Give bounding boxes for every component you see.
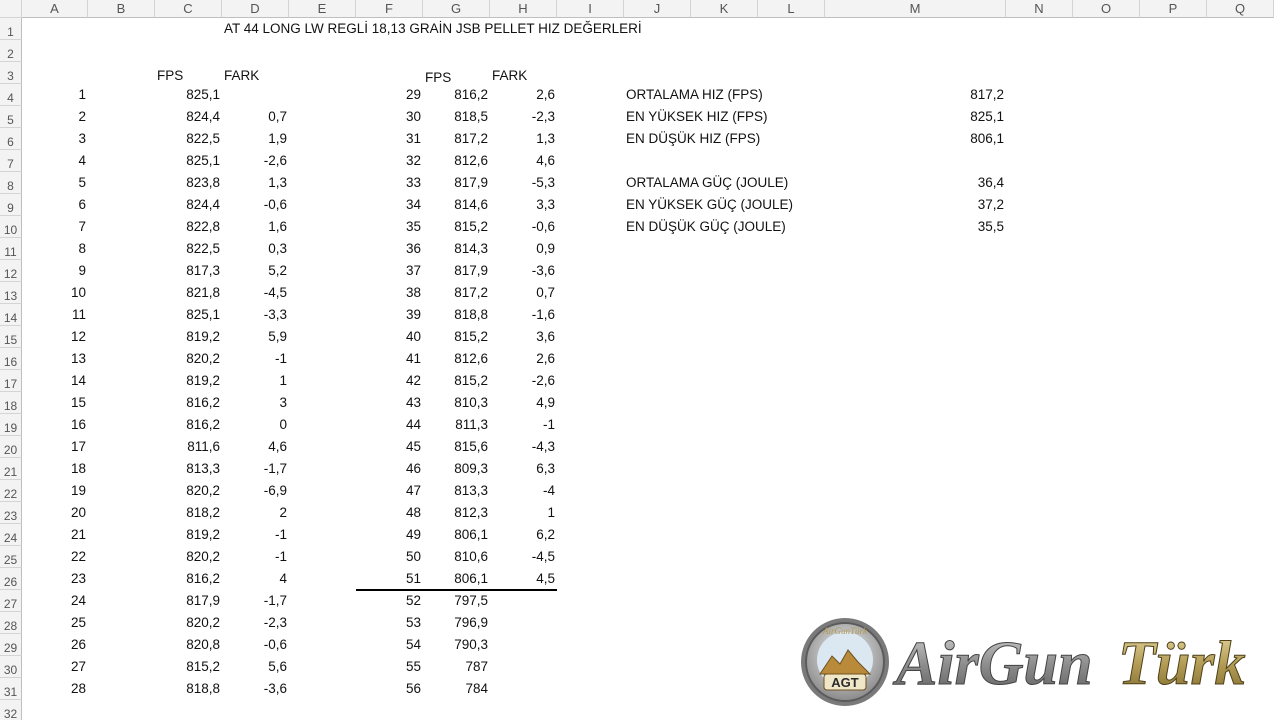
shot-number[interactable]: 36: [405, 241, 421, 256]
shot-number[interactable]: 13: [70, 351, 86, 366]
shot-number[interactable]: 39: [405, 307, 421, 322]
fps-value[interactable]: 790,3: [454, 637, 488, 652]
fark-value[interactable]: -0,6: [263, 637, 287, 652]
wordmark-airgun: AirGun: [896, 630, 1093, 698]
fps-value[interactable]: 820,2: [186, 615, 220, 630]
fps-value[interactable]: 816,2: [186, 417, 220, 432]
stat-label[interactable]: EN DÜŞÜK HIZ (FPS): [626, 131, 761, 146]
fps-value[interactable]: 815,2: [454, 373, 488, 388]
stat-label[interactable]: EN YÜKSEK HIZ (FPS): [626, 109, 768, 124]
badge-arc-text: AirGunTürk: [822, 626, 868, 636]
fark-value[interactable]: 4,6: [268, 439, 287, 454]
fps-value[interactable]: 814,6: [454, 197, 488, 212]
fps-value[interactable]: 819,2: [186, 527, 220, 542]
column-header-j[interactable]: J: [624, 0, 691, 18]
shot-number[interactable]: 48: [405, 505, 421, 520]
sheet-title[interactable]: AT 44 LONG LW REGLİ 18,13 GRAİN JSB PELLET HIZ DEĞERLERİ: [224, 21, 642, 36]
fark-value[interactable]: -0,6: [263, 197, 287, 212]
fps-value[interactable]: 811,3: [455, 417, 488, 432]
shot-number[interactable]: 11: [71, 307, 86, 322]
stat-label[interactable]: EN YÜKSEK GÜÇ (JOULE): [626, 197, 794, 212]
column-header-f[interactable]: F: [356, 0, 423, 18]
row-header-21[interactable]: 21: [0, 458, 22, 480]
header-fark-left[interactable]: FARK: [224, 68, 260, 83]
shot-number[interactable]: 9: [78, 263, 86, 278]
row-header-7[interactable]: 7: [0, 150, 22, 172]
fps-value[interactable]: 796,9: [454, 615, 488, 630]
shot-number[interactable]: 42: [405, 373, 421, 388]
fark-value[interactable]: -1,7: [263, 593, 287, 608]
row-header-19[interactable]: 19: [0, 414, 22, 436]
fps-value[interactable]: 819,2: [186, 373, 220, 388]
shot-number[interactable]: 55: [405, 659, 421, 674]
shot-number[interactable]: 5: [78, 175, 86, 190]
fark-value[interactable]: -2,6: [263, 153, 287, 168]
row-header-17[interactable]: 17: [0, 370, 22, 392]
fps-value[interactable]: 820,8: [186, 637, 220, 652]
shot-number[interactable]: 38: [405, 285, 421, 300]
row-header-15[interactable]: 15: [0, 326, 22, 348]
header-fps-right[interactable]: FPS: [425, 70, 452, 85]
shot-number[interactable]: 31: [405, 131, 421, 146]
row-header-16[interactable]: 16: [0, 348, 22, 370]
fark-value[interactable]: 1: [279, 373, 287, 388]
fark-value[interactable]: -1: [274, 527, 287, 542]
header-fark-right[interactable]: FARK: [492, 68, 528, 83]
shot-number[interactable]: 34: [405, 197, 421, 212]
fark-value[interactable]: -5,3: [531, 175, 555, 190]
fps-value[interactable]: 810,6: [454, 549, 488, 564]
column-header-m[interactable]: M: [825, 0, 1006, 18]
fps-value[interactable]: 825,1: [186, 307, 220, 322]
row-header-14[interactable]: 14: [0, 304, 22, 326]
fps-value[interactable]: 813,3: [186, 461, 220, 476]
fps-value[interactable]: 812,6: [454, 351, 488, 366]
shot-number[interactable]: 18: [70, 461, 86, 476]
fps-value[interactable]: 824,4: [186, 109, 220, 124]
header-fps-left[interactable]: FPS: [157, 68, 184, 83]
fark-value[interactable]: 4,6: [536, 153, 555, 168]
fps-value[interactable]: 820,2: [186, 549, 220, 564]
column-header-n[interactable]: N: [1006, 0, 1073, 18]
row-header-32[interactable]: 32: [0, 700, 22, 720]
fark-value[interactable]: 0,9: [536, 241, 555, 256]
column-header-c[interactable]: C: [155, 0, 222, 18]
fark-value[interactable]: -4,5: [263, 285, 287, 300]
fps-value[interactable]: 817,2: [454, 131, 488, 146]
fps-value[interactable]: 817,9: [454, 263, 488, 278]
fps-value[interactable]: 811,6: [187, 439, 220, 454]
shot-number[interactable]: 6: [78, 197, 86, 212]
shot-number[interactable]: 45: [405, 439, 421, 454]
fps-value[interactable]: 815,6: [454, 439, 488, 454]
fps-value[interactable]: 815,2: [186, 659, 220, 674]
row-header-27[interactable]: 27: [0, 590, 22, 612]
column-header-i[interactable]: I: [557, 0, 624, 18]
shot-number[interactable]: 49: [405, 527, 421, 542]
fps-value[interactable]: 787: [465, 659, 488, 674]
fark-value[interactable]: -1,6: [531, 307, 555, 322]
shot-number[interactable]: 54: [405, 637, 421, 652]
fark-value[interactable]: -6,9: [263, 483, 287, 498]
shot-number[interactable]: 52: [405, 593, 421, 608]
shot-number[interactable]: 4: [78, 153, 86, 168]
fps-value[interactable]: 812,6: [454, 153, 488, 168]
fps-value[interactable]: 818,5: [454, 109, 488, 124]
row-header-29[interactable]: 29: [0, 634, 22, 656]
shot-number[interactable]: 25: [70, 615, 86, 630]
shot-number[interactable]: 50: [405, 549, 421, 564]
column-header-d[interactable]: D: [222, 0, 289, 18]
shot-number[interactable]: 30: [405, 109, 421, 124]
row-header-28[interactable]: 28: [0, 612, 22, 634]
fps-value[interactable]: 815,2: [454, 219, 488, 234]
shot-number[interactable]: 47: [405, 483, 421, 498]
row-header-20[interactable]: 20: [0, 436, 22, 458]
column-header-o[interactable]: O: [1073, 0, 1140, 18]
shot-number[interactable]: 28: [70, 681, 86, 696]
shot-number[interactable]: 29: [405, 87, 421, 102]
column-header-a[interactable]: A: [22, 0, 88, 18]
row-header-18[interactable]: 18: [0, 392, 22, 414]
fark-value[interactable]: 3,3: [536, 197, 555, 212]
row-header-4[interactable]: 4: [0, 84, 22, 106]
shot-number[interactable]: 32: [405, 153, 421, 168]
fps-value[interactable]: 825,1: [186, 87, 220, 102]
fark-value[interactable]: 2: [279, 505, 287, 520]
shot-number[interactable]: 14: [70, 373, 86, 388]
row-header-8[interactable]: 8: [0, 172, 22, 194]
fark-value[interactable]: -4,3: [531, 439, 555, 454]
shot-number[interactable]: 3: [78, 131, 86, 146]
row-header-1[interactable]: 1: [0, 18, 22, 40]
fark-value[interactable]: 0: [279, 417, 287, 432]
shot-number[interactable]: 53: [405, 615, 421, 630]
fark-value[interactable]: -2,3: [263, 615, 287, 630]
fps-value[interactable]: 822,5: [186, 241, 220, 256]
shot-number[interactable]: 20: [70, 505, 86, 520]
shot-number[interactable]: 8: [78, 241, 86, 256]
fps-value[interactable]: 816,2: [186, 571, 220, 586]
fark-value[interactable]: 4,9: [536, 395, 555, 410]
shot-number[interactable]: 22: [70, 549, 86, 564]
row-header-31[interactable]: 31: [0, 678, 22, 700]
stat-value[interactable]: 825,1: [970, 109, 1004, 124]
fark-value[interactable]: 1: [547, 505, 555, 520]
shot-number[interactable]: 46: [405, 461, 421, 476]
fark-value[interactable]: 5,6: [268, 659, 287, 674]
shot-number[interactable]: 35: [405, 219, 421, 234]
shot-number[interactable]: 51: [405, 571, 421, 586]
fps-value[interactable]: 819,2: [186, 329, 220, 344]
fark-value[interactable]: 5,2: [268, 263, 287, 278]
shot-number[interactable]: 56: [405, 681, 421, 696]
fps-value[interactable]: 817,9: [186, 593, 220, 608]
shot-number[interactable]: 27: [70, 659, 86, 674]
row-header-25[interactable]: 25: [0, 546, 22, 568]
fark-value[interactable]: -1: [542, 417, 555, 432]
column-header-b[interactable]: B: [88, 0, 155, 18]
fark-value[interactable]: -3,6: [531, 263, 555, 278]
fark-value[interactable]: -2,3: [531, 109, 555, 124]
fps-value[interactable]: 809,3: [454, 461, 488, 476]
shot-number[interactable]: 40: [405, 329, 421, 344]
shot-number[interactable]: 10: [70, 285, 86, 300]
fark-value[interactable]: -3,3: [263, 307, 287, 322]
fark-value[interactable]: 0,7: [268, 109, 287, 124]
row-header-3[interactable]: 3: [0, 62, 22, 84]
fps-value[interactable]: 810,3: [454, 395, 488, 410]
badge-text: AGT: [831, 675, 859, 690]
shot-number[interactable]: 21: [70, 527, 86, 542]
fark-value[interactable]: 1,9: [268, 131, 287, 146]
fark-value[interactable]: -2,6: [531, 373, 555, 388]
shot-number[interactable]: 7: [78, 219, 86, 234]
fark-value[interactable]: -4: [542, 483, 555, 498]
shot-number[interactable]: 1: [78, 87, 86, 102]
fps-value[interactable]: 784: [465, 681, 488, 696]
fps-value[interactable]: 812,3: [454, 505, 488, 520]
column-header-e[interactable]: E: [289, 0, 356, 18]
fark-value[interactable]: -4,5: [531, 549, 555, 564]
stat-value[interactable]: 37,2: [977, 197, 1004, 212]
fps-value[interactable]: 813,3: [454, 483, 488, 498]
fark-value[interactable]: 2,6: [536, 87, 555, 102]
fps-value[interactable]: 820,2: [186, 351, 220, 366]
row-header-12[interactable]: 12: [0, 260, 22, 282]
shot-number[interactable]: 2: [78, 109, 86, 124]
shot-number[interactable]: 43: [405, 395, 421, 410]
fps-value[interactable]: 816,2: [186, 395, 220, 410]
shot-number[interactable]: 41: [405, 351, 421, 366]
fps-value[interactable]: 818,2: [186, 505, 220, 520]
wordmark-turk: Türk: [1118, 630, 1246, 698]
fps-value[interactable]: 825,1: [186, 153, 220, 168]
fps-value[interactable]: 822,8: [186, 219, 220, 234]
fps-value[interactable]: 816,2: [454, 87, 488, 102]
fps-value[interactable]: 818,8: [454, 307, 488, 322]
fps-value[interactable]: 814,3: [454, 241, 488, 256]
fps-value[interactable]: 806,1: [454, 527, 488, 542]
column-header-q[interactable]: Q: [1207, 0, 1274, 18]
shot-number[interactable]: 23: [70, 571, 86, 586]
stat-label[interactable]: ORTALAMA GÜÇ (JOULE): [626, 175, 789, 190]
fark-value[interactable]: 3: [279, 395, 287, 410]
fps-value[interactable]: 817,3: [186, 263, 220, 278]
stat-value[interactable]: 806,1: [970, 131, 1004, 146]
shot-number[interactable]: 16: [70, 417, 86, 432]
shot-number[interactable]: 33: [405, 175, 421, 190]
fps-value[interactable]: 817,9: [454, 175, 488, 190]
stat-value[interactable]: 36,4: [977, 175, 1004, 190]
shot-number[interactable]: 19: [70, 483, 86, 498]
row-header-2[interactable]: 2: [0, 40, 22, 62]
row-header-22[interactable]: 22: [0, 480, 22, 502]
fark-value[interactable]: 0,3: [268, 241, 287, 256]
row-header-26[interactable]: 26: [0, 568, 22, 590]
fark-value[interactable]: 0,7: [536, 285, 555, 300]
logo-graphic: [800, 612, 1270, 712]
fark-value[interactable]: 2,6: [536, 351, 555, 366]
fark-value[interactable]: 6,3: [536, 461, 555, 476]
fps-value[interactable]: 815,2: [454, 329, 488, 344]
shot-number[interactable]: 26: [70, 637, 86, 652]
fark-value[interactable]: 1,3: [536, 131, 555, 146]
column-header-l[interactable]: L: [758, 0, 825, 18]
fps-value[interactable]: 824,4: [186, 197, 220, 212]
row-header-10[interactable]: 10: [0, 216, 22, 238]
fark-value[interactable]: 5,9: [268, 329, 287, 344]
row-header-6[interactable]: 6: [0, 128, 22, 150]
fark-value[interactable]: -1: [274, 351, 287, 366]
airgunturk-logo: [800, 612, 1270, 712]
shot-number[interactable]: 37: [405, 263, 421, 278]
fps-value[interactable]: 818,8: [186, 681, 220, 696]
stat-value[interactable]: 817,2: [970, 87, 1004, 102]
fark-value[interactable]: -3,6: [263, 681, 287, 696]
stat-label[interactable]: EN DÜŞÜK GÜÇ (JOULE): [626, 219, 786, 234]
fps-value[interactable]: 820,2: [186, 483, 220, 498]
fps-value[interactable]: 821,8: [186, 285, 220, 300]
row-header-11[interactable]: 11: [0, 238, 22, 260]
row-header-13[interactable]: 13: [0, 282, 22, 304]
fark-value[interactable]: 6,2: [536, 527, 555, 542]
stat-value[interactable]: 35,5: [977, 219, 1004, 234]
row-header-5[interactable]: 5: [0, 106, 22, 128]
column-header-k[interactable]: K: [691, 0, 758, 18]
fark-value[interactable]: -1,7: [263, 461, 287, 476]
fps-value[interactable]: 806,1: [454, 571, 488, 586]
shot-number[interactable]: 12: [70, 329, 86, 344]
shot-number[interactable]: 15: [70, 395, 86, 410]
shot-number[interactable]: 17: [70, 439, 86, 454]
fark-value[interactable]: 1,6: [268, 219, 287, 234]
row-header-24[interactable]: 24: [0, 524, 22, 546]
fark-value[interactable]: 4,5: [536, 571, 555, 586]
fark-value[interactable]: -1: [274, 549, 287, 564]
column-header-p[interactable]: P: [1140, 0, 1207, 18]
fark-value[interactable]: 4: [279, 571, 287, 586]
stat-label[interactable]: ORTALAMA HIZ (FPS): [626, 87, 763, 102]
fark-value[interactable]: 3,6: [536, 329, 555, 344]
fark-value[interactable]: -0,6: [531, 219, 555, 234]
row-header-23[interactable]: 23: [0, 502, 22, 524]
fark-value[interactable]: 1,3: [268, 175, 287, 190]
shot-number[interactable]: 24: [70, 593, 86, 608]
row-header-9[interactable]: 9: [0, 194, 22, 216]
column-header-h[interactable]: H: [490, 0, 557, 18]
fps-value[interactable]: 817,2: [454, 285, 488, 300]
fps-value[interactable]: 823,8: [186, 175, 220, 190]
fps-value[interactable]: 822,5: [186, 131, 220, 146]
select-all-corner[interactable]: [0, 0, 22, 18]
column-header-g[interactable]: G: [423, 0, 490, 18]
fps-value[interactable]: 797,5: [454, 593, 488, 608]
table-bottom-border: [356, 589, 557, 591]
row-header-30[interactable]: 30: [0, 656, 22, 678]
shot-number[interactable]: 44: [405, 417, 421, 432]
